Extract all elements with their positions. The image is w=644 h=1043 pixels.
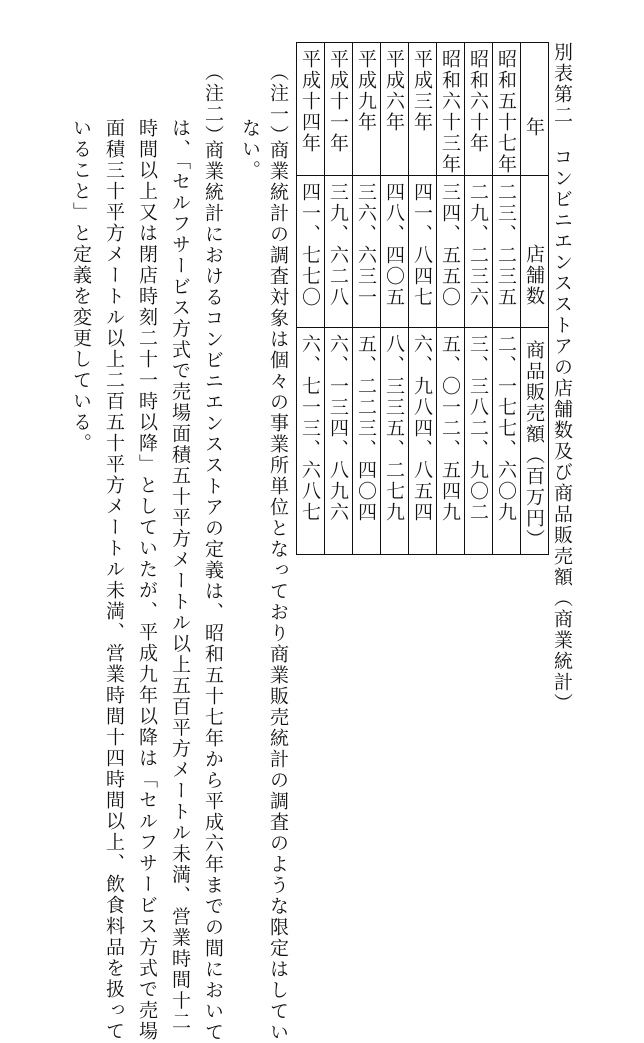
cell-year: 平成三年 [409, 43, 437, 176]
note2-line: いること」と定義を変更している。 [70, 118, 92, 454]
header-sales: 商品販売額（百万円） [521, 328, 549, 555]
header-stores: 店舗数 [521, 176, 549, 328]
store-sales-table [296, 42, 549, 555]
cell-sales: 三、三八二、九〇二 [465, 328, 493, 555]
note2-line: 商業統計におけるコンビニエンスストアの定義は、昭和五十七年から平成六年までの間において [202, 140, 224, 1043]
cell-sales: 五、〇一二、五四九 [437, 328, 465, 555]
table-row [493, 43, 521, 555]
cell-sales: 六、七一三、六八七 [297, 328, 325, 555]
cell-year: 平成十一年 [325, 43, 353, 176]
cell-stores: 四八、四〇五 [381, 176, 409, 328]
table-row [437, 43, 465, 555]
cell-year: 昭和六十三年 [437, 43, 465, 176]
header-year: 年 [521, 43, 549, 176]
note2-line: 面積三十平方メートル以上二百五十平方メートル未満、営業時間十四時間以上、飲食料品を扱って [103, 118, 125, 1042]
note2-line: は、「セルフサービス方式で売場面積五十平方メートル以上五百平方メートル未満、営業時間十二 [169, 118, 191, 1033]
note1-label: （注一） [267, 62, 289, 146]
table-row [297, 43, 325, 555]
cell-sales: 六、一三四、八九六 [325, 328, 353, 555]
cell-stores: 二九、二三六 [465, 176, 493, 328]
table-row [409, 43, 437, 555]
cell-year: 昭和六十年 [465, 43, 493, 176]
cell-stores: 三九、六二八 [325, 176, 353, 328]
table-row [353, 43, 381, 555]
cell-year: 昭和五十七年 [493, 43, 521, 176]
cell-stores: 三六、六三一 [353, 176, 381, 328]
cell-stores: 四一、七七〇 [297, 176, 325, 328]
note2-label: （注二） [202, 62, 224, 146]
cell-year: 平成九年 [353, 43, 381, 176]
cell-stores: 二三、二三五 [493, 176, 521, 328]
page-title: 別表第二 コンビニエンスストアの店舗数及び商品販売額（商業統計） [551, 42, 573, 714]
table-row [465, 43, 493, 555]
table-header-row [521, 43, 549, 555]
note1-line: 商業統計の調査対象は個々の事業所単位となっており商業販売統計の調査のような限定はしてい [267, 140, 289, 1043]
note1-line: ない。 [239, 118, 261, 181]
cell-stores: 四一、八四七 [409, 176, 437, 328]
cell-stores: 三四、五五〇 [437, 176, 465, 328]
table-row [381, 43, 409, 555]
cell-sales: 五、二二三、四〇四 [353, 328, 381, 555]
cell-sales: 六、九八四、八五四 [409, 328, 437, 555]
cell-year: 平成六年 [381, 43, 409, 176]
cell-sales: 二、一七七、六〇九 [493, 328, 521, 555]
note2-line: 時間以上又は閉店時刻二十一時以降」としていたが、平成九年以降は「セルフサービス方式で売場 [136, 118, 158, 1042]
table-row [325, 43, 353, 555]
cell-year: 平成十四年 [297, 43, 325, 176]
cell-sales: 八、三三五、二七九 [381, 328, 409, 555]
